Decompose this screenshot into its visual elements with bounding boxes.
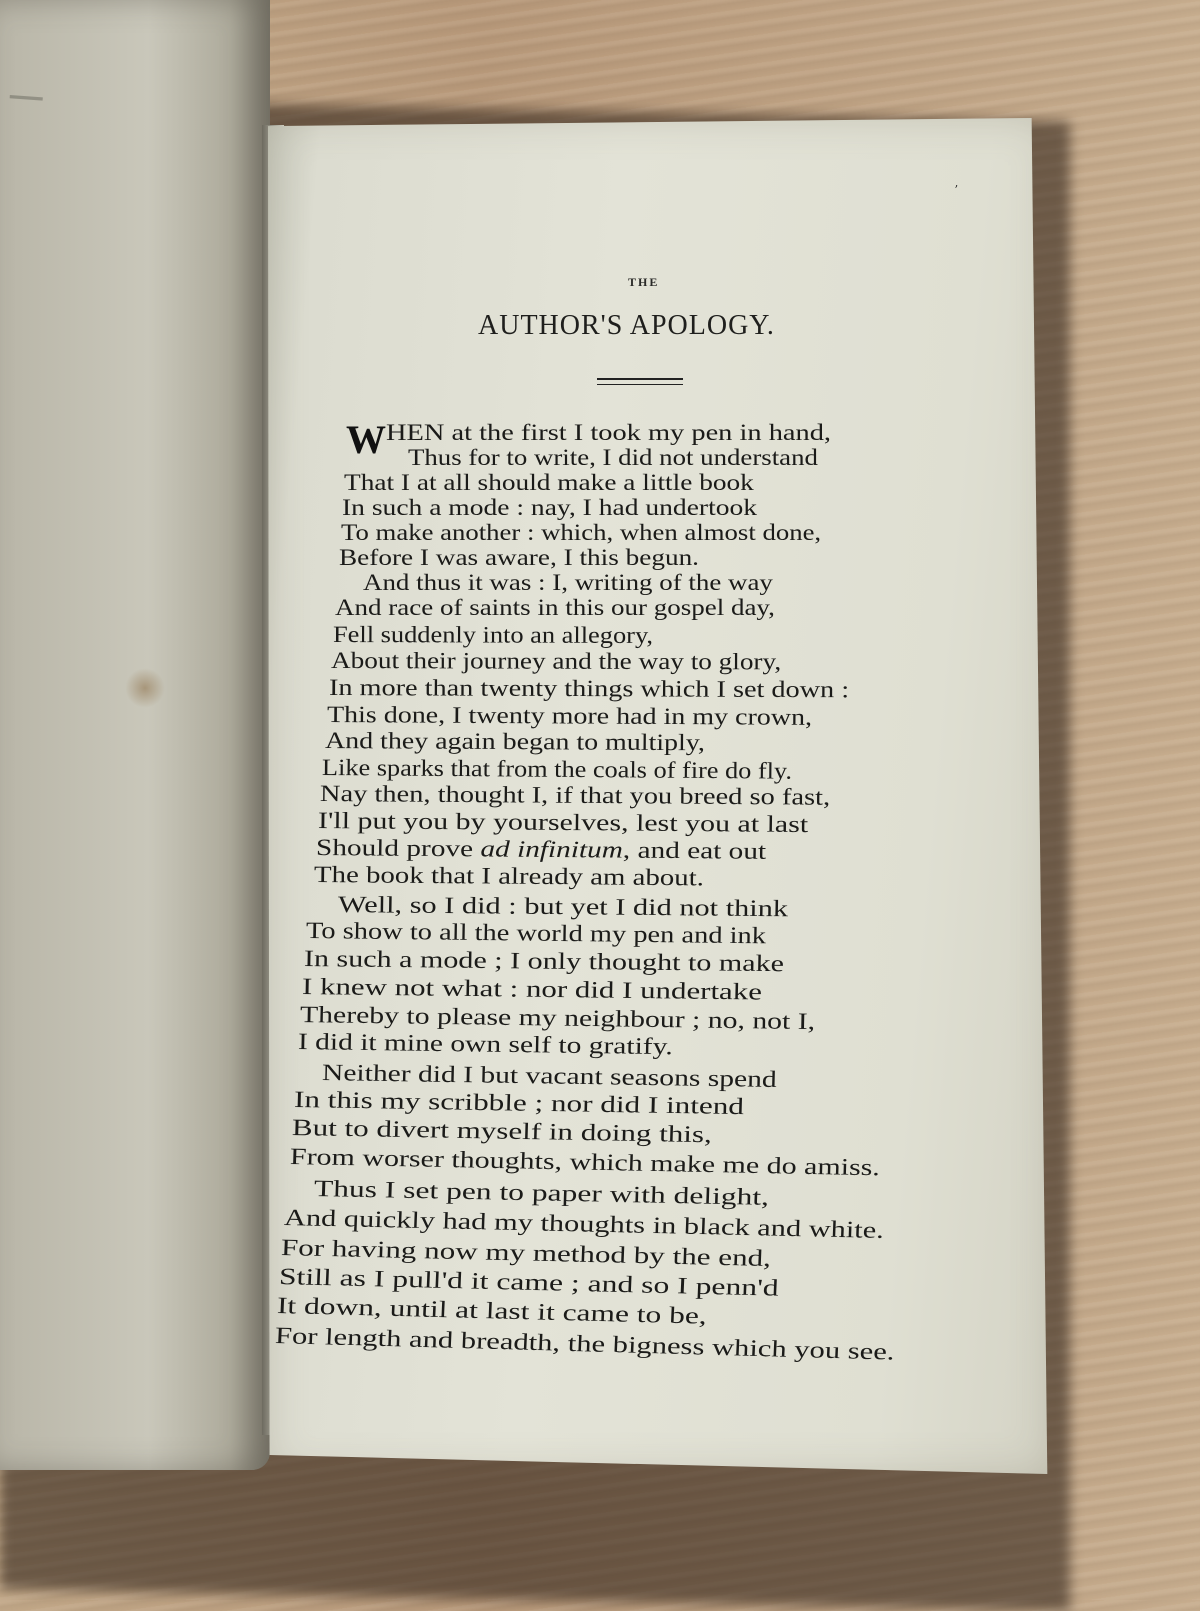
poem-line: The book that I already am about.	[313, 862, 705, 892]
page-title: AUTHOR'S APOLOGY.	[478, 310, 775, 341]
poem-line: And they again began to multiply,	[324, 728, 706, 757]
poem-line: I'll put you by yourselves, lest you at last	[317, 808, 809, 839]
poem-line: Thus I set pen to paper with delight,	[313, 1176, 770, 1211]
poem-line: About their journey and the way to glory,	[330, 648, 782, 676]
poem-line: To make another : which, when almost done,	[341, 520, 822, 546]
left-page-show-through: ─	[8, 69, 51, 124]
drop-cap: W	[346, 417, 386, 462]
poem-line: Thereby to please my neighbour ; no, not I,	[299, 1002, 816, 1036]
poem-line: It down, until at last it came to be,	[276, 1293, 708, 1330]
poem-line: In such a mode ; I only thought to make	[303, 946, 785, 978]
page-header-the: THE	[628, 275, 660, 289]
poem-line: I knew not what : nor did I undertake	[301, 974, 763, 1006]
poem-line: In more than twenty things which I set down :	[328, 675, 850, 704]
poem-line: For length and breadth, the bigness which you see.	[274, 1323, 896, 1366]
printer-mark: ʼ	[954, 183, 958, 197]
poem-line: And race of saints in this our gospel day,	[335, 595, 775, 621]
poem-line: And quickly had my thoughts in black and white.	[283, 1205, 885, 1244]
poem-line: For having now my method by the end,	[280, 1235, 772, 1272]
poem-line: But to divert myself in doing this,	[291, 1115, 713, 1149]
poem-line: HEN at the first I took my pen in hand,	[386, 420, 832, 446]
poem-line: Should prove ad infinitum, and eat out	[315, 835, 767, 865]
poem-line: In such a mode : nay, I had undertook	[342, 495, 758, 521]
poem-line: I did it mine own self to gratify.	[297, 1029, 674, 1061]
poem-line: To show to all the world my pen and ink	[305, 918, 767, 950]
poem-line: And thus it was : I, writing of the way	[363, 570, 773, 596]
poem-line: Neither did I but vacant seasons spend	[321, 1060, 778, 1093]
poem-line: This done, I twenty more had in my crown,	[326, 702, 813, 731]
poem-line: Fell suddenly into an allegory,	[332, 622, 654, 649]
poem-line: Well, so I did : but yet I did not think	[337, 892, 789, 923]
poem-line: Thus for to write, I did not understand	[408, 445, 818, 471]
poem-line: That I at all should make a little book	[344, 470, 754, 496]
poem-line: Like sparks that from the coals of fire do fly.	[321, 755, 793, 785]
poem-line: Nay then, thought I, if that you breed so fast,	[319, 781, 831, 811]
poem-line: In this my scribble ; nor did I intend	[293, 1087, 745, 1121]
poem-line: From worser thoughts, which make me do amiss.	[289, 1144, 881, 1182]
poem-line: Still as I pull'd it came ; and so I penn'd	[278, 1264, 780, 1302]
poem-line: Before I was aware, I this begun.	[339, 545, 699, 571]
